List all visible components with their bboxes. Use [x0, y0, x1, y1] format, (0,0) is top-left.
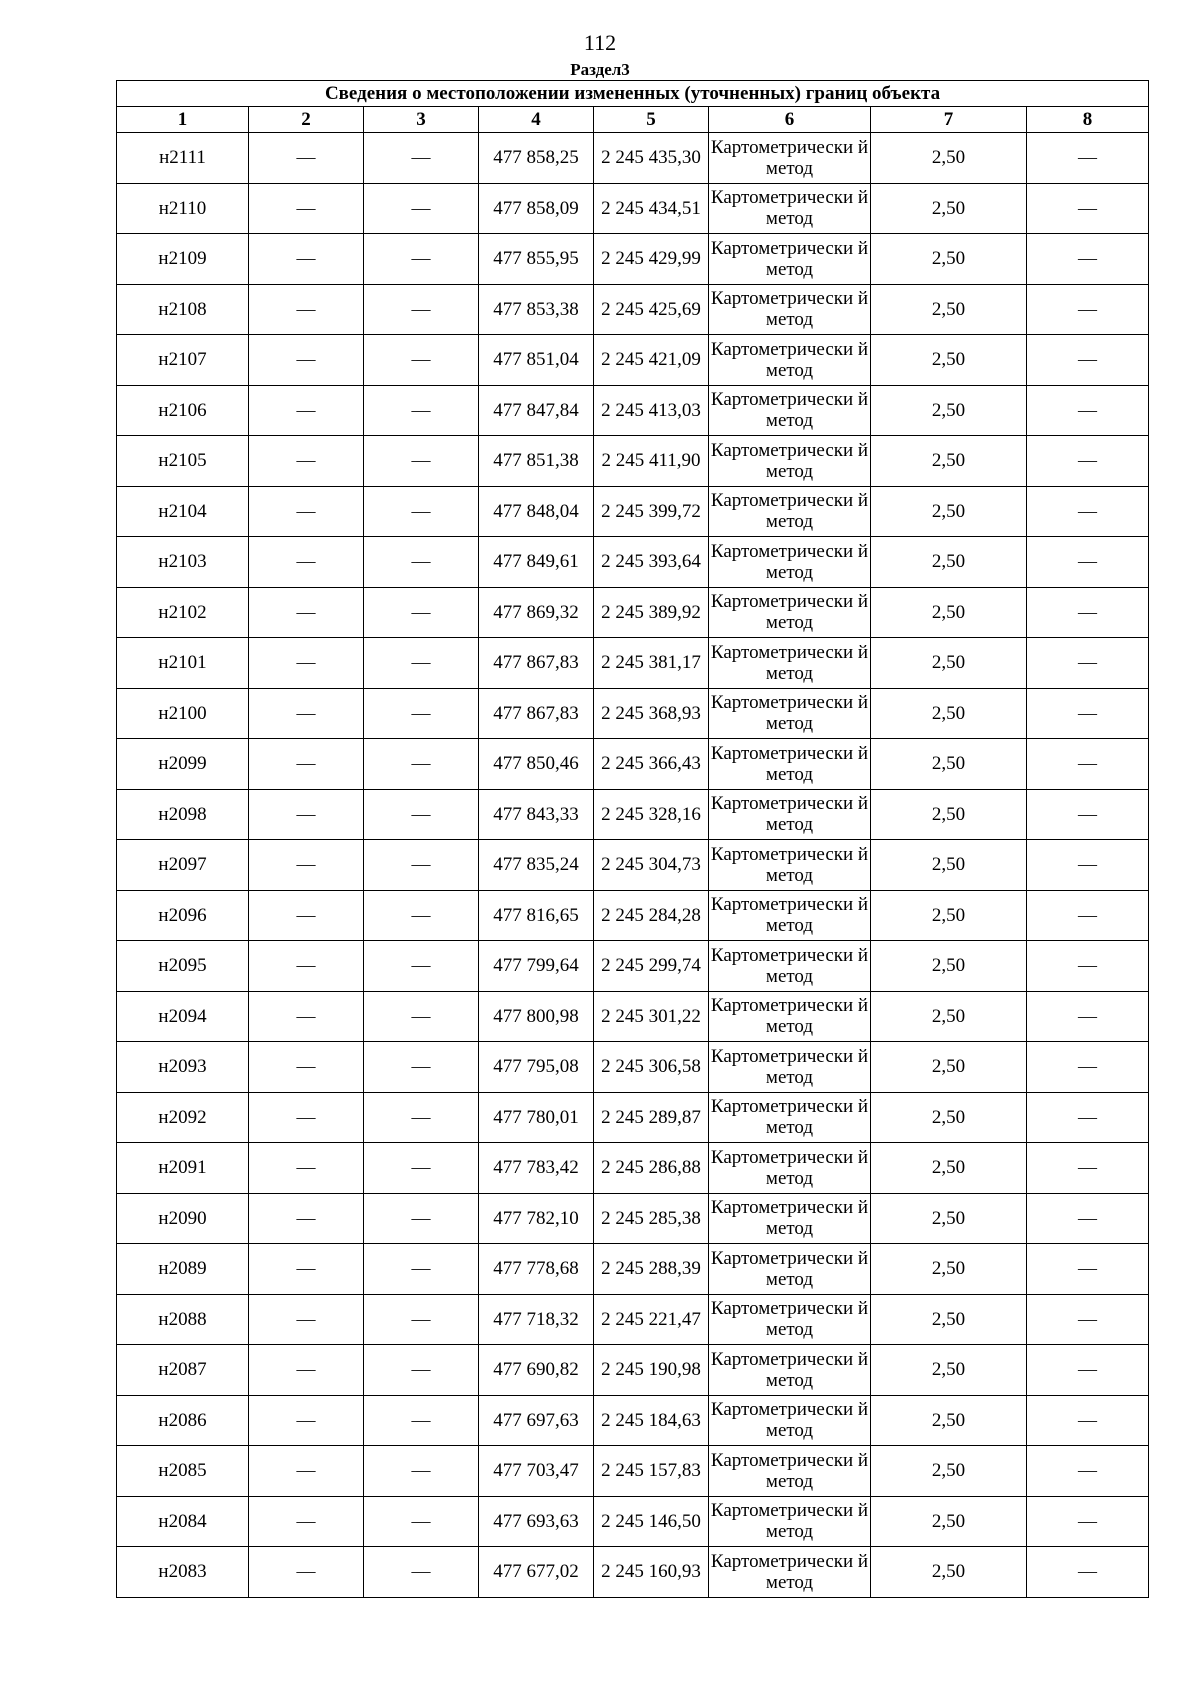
y-coordinate-cell: 2 245 429,99: [594, 234, 709, 285]
column-2-cell: —: [249, 183, 364, 234]
point-id-cell: н2108: [117, 284, 249, 335]
y-coordinate-cell: 2 245 288,39: [594, 1244, 709, 1295]
column-2-cell: —: [249, 739, 364, 790]
y-coordinate-cell: 2 245 146,50: [594, 1496, 709, 1547]
point-id-cell: н2096: [117, 890, 249, 941]
x-coordinate-cell: 477 843,33: [479, 789, 594, 840]
column-2-cell: —: [249, 1092, 364, 1143]
column-8-cell: —: [1027, 840, 1149, 891]
x-coordinate-cell: 477 849,61: [479, 537, 594, 588]
method-cell: Картометрически й метод: [709, 587, 871, 638]
point-id-cell: н2088: [117, 1294, 249, 1345]
y-coordinate-cell: 2 245 366,43: [594, 739, 709, 790]
y-coordinate-cell: 2 245 425,69: [594, 284, 709, 335]
table-row: [117, 1496, 1149, 1547]
y-coordinate-cell: 2 245 381,17: [594, 638, 709, 689]
column-2-cell: —: [249, 436, 364, 487]
column-number: 1: [117, 107, 249, 133]
x-coordinate-cell: 477 867,83: [479, 688, 594, 739]
accuracy-cell: 2,50: [871, 436, 1027, 487]
column-2-cell: —: [249, 1143, 364, 1194]
x-coordinate-cell: 477 851,38: [479, 436, 594, 487]
point-id-cell: н2098: [117, 789, 249, 840]
accuracy-cell: 2,50: [871, 234, 1027, 285]
column-3-cell: —: [364, 234, 479, 285]
column-3-cell: —: [364, 436, 479, 487]
table-row: [117, 436, 1149, 487]
point-id-cell: н2092: [117, 1092, 249, 1143]
y-coordinate-cell: 2 245 413,03: [594, 385, 709, 436]
column-2-cell: —: [249, 1193, 364, 1244]
column-8-cell: —: [1027, 739, 1149, 790]
column-3-cell: —: [364, 1294, 479, 1345]
x-coordinate-cell: 477 848,04: [479, 486, 594, 537]
table-row: [117, 1143, 1149, 1194]
column-8-cell: —: [1027, 284, 1149, 335]
point-id-cell: н2090: [117, 1193, 249, 1244]
point-id-cell: н2106: [117, 385, 249, 436]
column-2-cell: —: [249, 1294, 364, 1345]
method-cell: Картометрически й метод: [709, 1092, 871, 1143]
accuracy-cell: 2,50: [871, 284, 1027, 335]
table-row: [117, 840, 1149, 891]
accuracy-cell: 2,50: [871, 1547, 1027, 1598]
column-8-cell: —: [1027, 1092, 1149, 1143]
table-row: [117, 385, 1149, 436]
x-coordinate-cell: 477 782,10: [479, 1193, 594, 1244]
accuracy-cell: 2,50: [871, 739, 1027, 790]
y-coordinate-cell: 2 245 285,38: [594, 1193, 709, 1244]
method-cell: Картометрически й метод: [709, 638, 871, 689]
y-coordinate-cell: 2 245 421,09: [594, 335, 709, 386]
accuracy-cell: 2,50: [871, 1143, 1027, 1194]
column-2-cell: —: [249, 1244, 364, 1295]
table-row: [117, 486, 1149, 537]
accuracy-cell: 2,50: [871, 638, 1027, 689]
accuracy-cell: 2,50: [871, 1446, 1027, 1497]
point-id-cell: н2104: [117, 486, 249, 537]
column-2-cell: —: [249, 941, 364, 992]
y-coordinate-cell: 2 245 160,93: [594, 1547, 709, 1598]
column-8-cell: —: [1027, 1395, 1149, 1446]
method-cell: Картометрически й метод: [709, 1294, 871, 1345]
accuracy-cell: 2,50: [871, 1345, 1027, 1396]
method-cell: Картометрически й метод: [709, 840, 871, 891]
x-coordinate-cell: 477 816,65: [479, 890, 594, 941]
table-row: [117, 1042, 1149, 1093]
method-cell: Картометрически й метод: [709, 1042, 871, 1093]
column-8-cell: —: [1027, 587, 1149, 638]
column-3-cell: —: [364, 385, 479, 436]
y-coordinate-cell: 2 245 393,64: [594, 537, 709, 588]
table-title: Сведения о местоположении измененных (уточненных) границ объекта: [117, 81, 1149, 107]
x-coordinate-cell: 477 693,63: [479, 1496, 594, 1547]
accuracy-cell: 2,50: [871, 587, 1027, 638]
column-3-cell: —: [364, 1193, 479, 1244]
point-id-cell: н2102: [117, 587, 249, 638]
column-2-cell: —: [249, 1446, 364, 1497]
column-8-cell: —: [1027, 638, 1149, 689]
point-id-cell: н2089: [117, 1244, 249, 1295]
table-row: [117, 1193, 1149, 1244]
table-row: [117, 739, 1149, 790]
column-8-cell: —: [1027, 1193, 1149, 1244]
column-8-cell: —: [1027, 1345, 1149, 1396]
column-3-cell: —: [364, 789, 479, 840]
column-number-row: [117, 107, 1149, 133]
column-8-cell: —: [1027, 1042, 1149, 1093]
x-coordinate-cell: 477 783,42: [479, 1143, 594, 1194]
accuracy-cell: 2,50: [871, 1092, 1027, 1143]
point-id-cell: н2107: [117, 335, 249, 386]
y-coordinate-cell: 2 245 434,51: [594, 183, 709, 234]
point-id-cell: н2083: [117, 1547, 249, 1598]
column-8-cell: —: [1027, 436, 1149, 487]
column-8-cell: —: [1027, 991, 1149, 1042]
point-id-cell: н2091: [117, 1143, 249, 1194]
y-coordinate-cell: 2 245 328,16: [594, 789, 709, 840]
page-number: 112: [583, 30, 617, 55]
method-cell: Картометрически й метод: [709, 537, 871, 588]
x-coordinate-cell: 477 799,64: [479, 941, 594, 992]
column-2-cell: —: [249, 1345, 364, 1396]
method-cell: Картометрически й метод: [709, 739, 871, 790]
accuracy-cell: 2,50: [871, 991, 1027, 1042]
column-8-cell: —: [1027, 1547, 1149, 1598]
method-cell: Картометрически й метод: [709, 688, 871, 739]
column-8-cell: —: [1027, 1294, 1149, 1345]
column-8-cell: —: [1027, 1244, 1149, 1295]
column-3-cell: —: [364, 890, 479, 941]
column-3-cell: —: [364, 688, 479, 739]
column-8-cell: —: [1027, 537, 1149, 588]
column-2-cell: —: [249, 1395, 364, 1446]
y-coordinate-cell: 2 245 157,83: [594, 1446, 709, 1497]
y-coordinate-cell: 2 245 190,98: [594, 1345, 709, 1396]
column-8-cell: —: [1027, 234, 1149, 285]
point-id-cell: н2087: [117, 1345, 249, 1396]
method-cell: Картометрически й метод: [709, 183, 871, 234]
column-2-cell: —: [249, 1547, 364, 1598]
column-2-cell: —: [249, 234, 364, 285]
column-3-cell: —: [364, 1446, 479, 1497]
column-3-cell: —: [364, 284, 479, 335]
x-coordinate-cell: 477 851,04: [479, 335, 594, 386]
x-coordinate-cell: 477 853,38: [479, 284, 594, 335]
section-title: Раздел3: [570, 60, 630, 79]
x-coordinate-cell: 477 869,32: [479, 587, 594, 638]
y-coordinate-cell: 2 245 435,30: [594, 133, 709, 184]
column-2-cell: —: [249, 991, 364, 1042]
y-coordinate-cell: 2 245 221,47: [594, 1294, 709, 1345]
x-coordinate-cell: 477 855,95: [479, 234, 594, 285]
column-3-cell: —: [364, 537, 479, 588]
point-id-cell: н2111: [117, 133, 249, 184]
y-coordinate-cell: 2 245 284,28: [594, 890, 709, 941]
column-3-cell: —: [364, 1496, 479, 1547]
method-cell: Картометрически й метод: [709, 890, 871, 941]
table-row: [117, 234, 1149, 285]
accuracy-cell: 2,50: [871, 941, 1027, 992]
column-number: 5: [594, 107, 709, 133]
column-8-cell: —: [1027, 1143, 1149, 1194]
y-coordinate-cell: 2 245 306,58: [594, 1042, 709, 1093]
y-coordinate-cell: 2 245 304,73: [594, 840, 709, 891]
point-id-cell: н2103: [117, 537, 249, 588]
table-row: [117, 1345, 1149, 1396]
point-id-cell: н2084: [117, 1496, 249, 1547]
point-id-cell: н2095: [117, 941, 249, 992]
x-coordinate-cell: 477 703,47: [479, 1446, 594, 1497]
accuracy-cell: 2,50: [871, 1294, 1027, 1345]
column-3-cell: —: [364, 1244, 479, 1295]
y-coordinate-cell: 2 245 411,90: [594, 436, 709, 487]
x-coordinate-cell: 477 690,82: [479, 1345, 594, 1396]
column-2-cell: —: [249, 789, 364, 840]
point-id-cell: н2105: [117, 436, 249, 487]
accuracy-cell: 2,50: [871, 1395, 1027, 1446]
y-coordinate-cell: 2 245 389,92: [594, 587, 709, 638]
accuracy-cell: 2,50: [871, 840, 1027, 891]
table-row: [117, 1395, 1149, 1446]
column-8-cell: —: [1027, 385, 1149, 436]
column-8-cell: —: [1027, 789, 1149, 840]
method-cell: Картометрически й метод: [709, 1395, 871, 1446]
column-8-cell: —: [1027, 890, 1149, 941]
point-id-cell: н2110: [117, 183, 249, 234]
column-2-cell: —: [249, 1042, 364, 1093]
column-2-cell: —: [249, 890, 364, 941]
column-3-cell: —: [364, 941, 479, 992]
x-coordinate-cell: 477 847,84: [479, 385, 594, 436]
column-3-cell: —: [364, 486, 479, 537]
x-coordinate-cell: 477 858,25: [479, 133, 594, 184]
point-id-cell: н2094: [117, 991, 249, 1042]
method-cell: Картометрически й метод: [709, 1143, 871, 1194]
method-cell: Картометрически й метод: [709, 1244, 871, 1295]
accuracy-cell: 2,50: [871, 1496, 1027, 1547]
accuracy-cell: 2,50: [871, 1244, 1027, 1295]
point-id-cell: н2100: [117, 688, 249, 739]
column-number: 3: [364, 107, 479, 133]
column-8-cell: —: [1027, 941, 1149, 992]
column-3-cell: —: [364, 335, 479, 386]
y-coordinate-cell: 2 245 301,22: [594, 991, 709, 1042]
column-3-cell: —: [364, 840, 479, 891]
column-2-cell: —: [249, 840, 364, 891]
method-cell: Картометрически й метод: [709, 1496, 871, 1547]
method-cell: Картометрически й метод: [709, 385, 871, 436]
column-2-cell: —: [249, 688, 364, 739]
method-cell: Картометрически й метод: [709, 1193, 871, 1244]
column-3-cell: —: [364, 1143, 479, 1194]
table-row: [117, 183, 1149, 234]
method-cell: Картометрически й метод: [709, 284, 871, 335]
table-row: [117, 537, 1149, 588]
table-row: [117, 789, 1149, 840]
method-cell: Картометрически й метод: [709, 436, 871, 487]
y-coordinate-cell: 2 245 184,63: [594, 1395, 709, 1446]
y-coordinate-cell: 2 245 286,88: [594, 1143, 709, 1194]
column-3-cell: —: [364, 1042, 479, 1093]
column-2-cell: —: [249, 133, 364, 184]
table-row: [117, 890, 1149, 941]
y-coordinate-cell: 2 245 399,72: [594, 486, 709, 537]
column-3-cell: —: [364, 1345, 479, 1396]
method-cell: Картометрически й метод: [709, 789, 871, 840]
column-8-cell: —: [1027, 133, 1149, 184]
method-cell: Картометрически й метод: [709, 234, 871, 285]
x-coordinate-cell: 477 795,08: [479, 1042, 594, 1093]
accuracy-cell: 2,50: [871, 789, 1027, 840]
column-2-cell: —: [249, 385, 364, 436]
table-row: [117, 1446, 1149, 1497]
method-cell: Картометрически й метод: [709, 991, 871, 1042]
accuracy-cell: 2,50: [871, 486, 1027, 537]
column-3-cell: —: [364, 991, 479, 1042]
y-coordinate-cell: 2 245 368,93: [594, 688, 709, 739]
accuracy-cell: 2,50: [871, 688, 1027, 739]
point-id-cell: н2085: [117, 1446, 249, 1497]
column-number: 6: [709, 107, 871, 133]
table-row: [117, 941, 1149, 992]
column-2-cell: —: [249, 486, 364, 537]
column-3-cell: —: [364, 638, 479, 689]
table-row: [117, 638, 1149, 689]
boundary-table: [116, 80, 1149, 1598]
accuracy-cell: 2,50: [871, 335, 1027, 386]
x-coordinate-cell: 477 718,32: [479, 1294, 594, 1345]
table-body: [117, 133, 1149, 1598]
accuracy-cell: 2,50: [871, 385, 1027, 436]
column-3-cell: —: [364, 1092, 479, 1143]
column-8-cell: —: [1027, 486, 1149, 537]
point-id-cell: н2101: [117, 638, 249, 689]
column-8-cell: —: [1027, 688, 1149, 739]
point-id-cell: н2086: [117, 1395, 249, 1446]
table-row: [117, 1294, 1149, 1345]
column-2-cell: —: [249, 537, 364, 588]
method-cell: Картометрически й метод: [709, 133, 871, 184]
column-8-cell: —: [1027, 335, 1149, 386]
point-id-cell: н2109: [117, 234, 249, 285]
method-cell: Картометрически й метод: [709, 1345, 871, 1396]
column-number: 2: [249, 107, 364, 133]
table-row: [117, 335, 1149, 386]
x-coordinate-cell: 477 850,46: [479, 739, 594, 790]
point-id-cell: н2093: [117, 1042, 249, 1093]
column-number: 8: [1027, 107, 1149, 133]
accuracy-cell: 2,50: [871, 1193, 1027, 1244]
y-coordinate-cell: 2 245 289,87: [594, 1092, 709, 1143]
column-8-cell: —: [1027, 1446, 1149, 1497]
column-number: 4: [479, 107, 594, 133]
table-row: [117, 284, 1149, 335]
column-number: 7: [871, 107, 1027, 133]
accuracy-cell: 2,50: [871, 133, 1027, 184]
method-cell: Картометрически й метод: [709, 941, 871, 992]
column-2-cell: —: [249, 638, 364, 689]
column-2-cell: —: [249, 1496, 364, 1547]
column-2-cell: —: [249, 587, 364, 638]
method-cell: Картометрически й метод: [709, 1547, 871, 1598]
method-cell: Картометрически й метод: [709, 1446, 871, 1497]
column-2-cell: —: [249, 284, 364, 335]
table-row: [117, 133, 1149, 184]
column-3-cell: —: [364, 183, 479, 234]
table-row: [117, 1244, 1149, 1295]
method-cell: Картометрически й метод: [709, 486, 871, 537]
column-2-cell: —: [249, 335, 364, 386]
accuracy-cell: 2,50: [871, 1042, 1027, 1093]
point-id-cell: н2099: [117, 739, 249, 790]
x-coordinate-cell: 477 835,24: [479, 840, 594, 891]
x-coordinate-cell: 477 867,83: [479, 638, 594, 689]
point-id-cell: н2097: [117, 840, 249, 891]
column-3-cell: —: [364, 1547, 479, 1598]
column-3-cell: —: [364, 133, 479, 184]
table-row: [117, 991, 1149, 1042]
column-3-cell: —: [364, 739, 479, 790]
x-coordinate-cell: 477 697,63: [479, 1395, 594, 1446]
x-coordinate-cell: 477 800,98: [479, 991, 594, 1042]
table-row: [117, 688, 1149, 739]
column-8-cell: —: [1027, 1496, 1149, 1547]
x-coordinate-cell: 477 858,09: [479, 183, 594, 234]
accuracy-cell: 2,50: [871, 183, 1027, 234]
table-row: [117, 587, 1149, 638]
table-row: [117, 1547, 1149, 1598]
y-coordinate-cell: 2 245 299,74: [594, 941, 709, 992]
column-3-cell: —: [364, 1395, 479, 1446]
method-cell: Картометрически й метод: [709, 335, 871, 386]
accuracy-cell: 2,50: [871, 537, 1027, 588]
x-coordinate-cell: 477 780,01: [479, 1092, 594, 1143]
column-8-cell: —: [1027, 183, 1149, 234]
accuracy-cell: 2,50: [871, 890, 1027, 941]
column-3-cell: —: [364, 587, 479, 638]
x-coordinate-cell: 477 778,68: [479, 1244, 594, 1295]
table-row: [117, 1092, 1149, 1143]
x-coordinate-cell: 477 677,02: [479, 1547, 594, 1598]
